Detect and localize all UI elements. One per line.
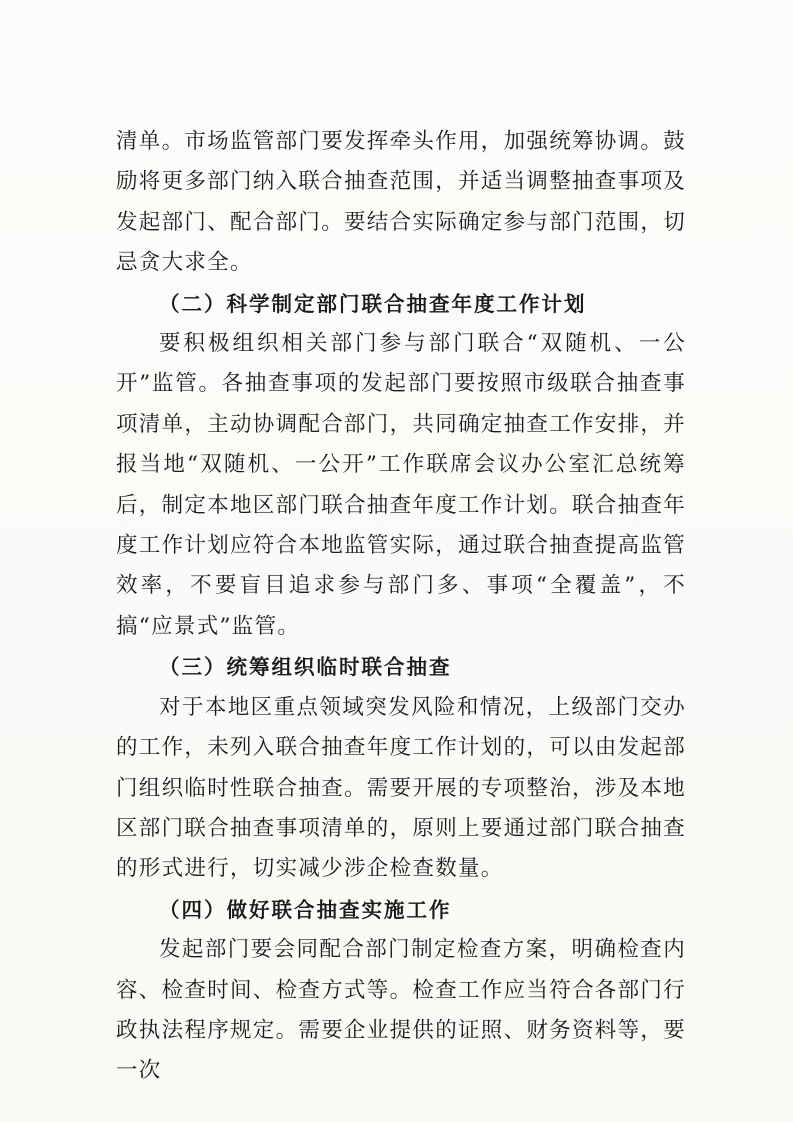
heading-annual-plan: （二）科学制定部门联合抽查年度工作计划	[159, 291, 587, 316]
paragraph-implementation: 发起部门要会同配合部门制定检查方案，明确检查内容、检查时间、检查方式等。检查工作应当符合各部门行政执法程序规定。需要企业提供的证照、财务资料等，要一次	[116, 937, 687, 1084]
paragraph-checklist-continuation: 清单。市场监管部门要发挥牵头作用，加强统筹协调。鼓励将更多部门纳入联合抽查范围，并适当调整抽查事项及发起部门、配合部门。要结合实际确定参与部门范围，切忌贪大求全。	[116, 129, 687, 276]
heading-temporary-inspection: （三）统筹组织临时联合抽查	[159, 655, 452, 680]
paragraph-temporary-inspection: 对于本地区重点领域突发风险和情况，上级部门交办的工作，未列入联合抽查年度工作计划的，可以由发起部门组织临时性联合抽查。需要开展的专项整治，涉及本地区部门联合抽查事项清单的，原则上要通过部门联合抽查的形式进行，切实减少涉企检查数量。	[116, 694, 687, 882]
document-body	[116, 122, 686, 1092]
heading-implementation: （四）做好联合抽查实施工作	[159, 897, 452, 922]
paragraph-annual-plan: 要积极组织相关部门参与部门联合“双随机、一公开”监管。各抽查事项的发起部门要按照市级联合抽查事项清单，主动协调配合部门，共同确定抽查工作安排，并报当地“双随机、一公开”工作联席会议办公室汇总统筹后，制定本地区部门联合抽查年度工作计划。联合抽查年度工作计划应符合本地监管实际，通过联合抽查提高监管效率，不要盲目追求参与部门多、事项“全覆盖”，不搞“应景式”监管。	[116, 331, 687, 639]
